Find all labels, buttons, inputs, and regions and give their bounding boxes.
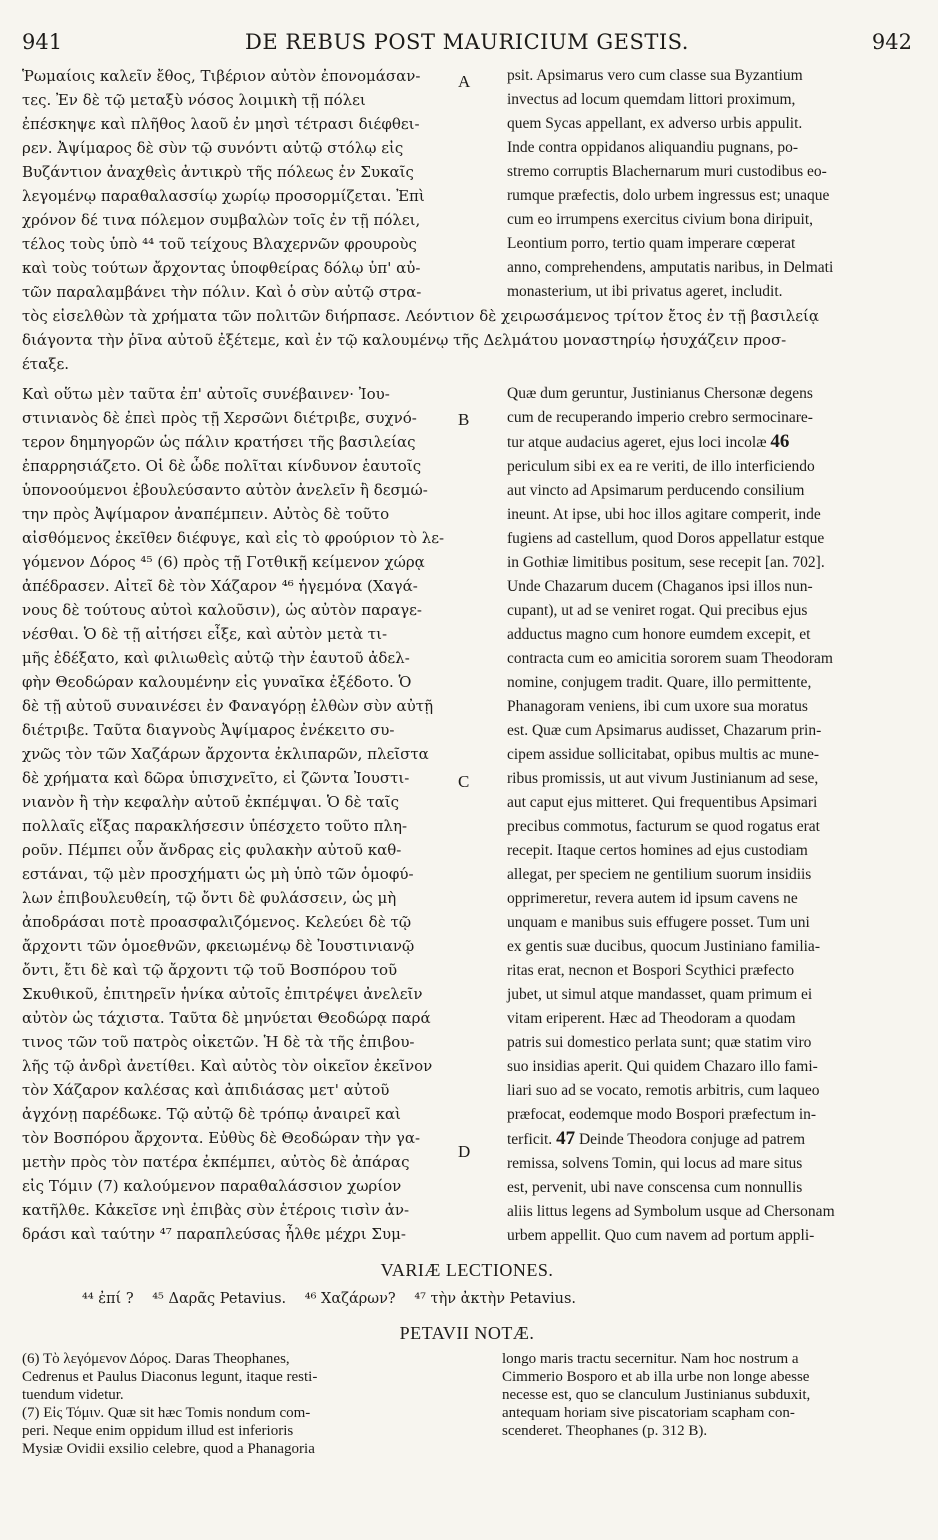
chapter-number-46: 46	[770, 431, 790, 452]
variant-47: ⁴⁷ τὴν ἀκτὴν Petavius.	[414, 1291, 577, 1307]
latin-column-2	[507, 382, 912, 1248]
page-number-left: 941	[22, 30, 63, 54]
parallel-block-1	[22, 64, 912, 304]
variant-44: ⁴⁴ ἐπί ?	[82, 1291, 134, 1307]
notae-right-column: longo maris tractu secernitur. Nam hoc nostrum a Cimmerio Bosporo et ab illa urbe non longe abesse necesse est, quo se clanculum Justinianus subduxit, antequam horiam sive piscatoriam scapham con- scenderet. Theophanes (p. 312 B).	[502, 1351, 811, 1439]
notae-heading: PETAVII NOTÆ.	[399, 1323, 535, 1343]
notae-left-column: (6) Τὸ λεγόμενον Δόρος. Daras Theophanes, Cedrenus et Paulus Diaconus legunt, itaque resti- tuendum videtur. (7) Εἰς Τόμιν. Quæ sit hæc Tomis nondum com- peri. Neque enim oppidum illud est inferioris Mysiæ Ovidii exsilio celebre, quod a Phanagoria	[22, 1351, 318, 1457]
latin-column-1: psit. Apsimarus vero cum classe sua Byzantium invectus ad locum quemdam littori proximum, quem Sycas appellant, ex adverso urbis appulit. Inde contra oppidanos aliquandiu pugnans, po- stremo corruptis Blachernarum muri custodibus eo- rumque præfectis, dolo urbem ingressus est; unaque cum eo irrumpens exercitus civium bona diripuit, Leontium porro, tertio quam imperare cœperat anno, comprehendens, amputatis naribus, in Delmati monasterium, ut ibi privatus ageret, includit.	[507, 67, 834, 300]
margin-letter-b: B	[458, 410, 470, 429]
running-header	[22, 30, 912, 64]
variant-46: ⁴⁶ Χαζάρων?	[304, 1291, 396, 1307]
variae-heading: VARIÆ LECTIONES.	[380, 1260, 554, 1280]
parallel-block-2	[22, 382, 912, 1248]
latin-text-part-2: periculum sibi ex ea re veriti, de illo interficiendo aut vincto ad Apsimarum perducendo consilium ineunt. At ipse, ubi hoc illos agitare comperit, inde fugiens ad castellum, quod Doros appellatur estque in Gothiæ limitibus positum, sese recepit [an. 702]. Unde Chazarum ducem (Chaganos ipsi illos nun- cupant), ut ad se veniret rogat. Qui precibus ejus adductus magno cum honore eumdem excepit, et contracta cum eo amicitia sororem suam Theodoram nomine, conjugem tradit. Quare, illo permittente, Phanagoram veniens, ibi cum uxore sua moratus est. Quæ cum Apsimarus audisset, Chazarum prin- cipem assidue sollicitabat, opibus multis ac mune- ribus promissis, ut aut vivum Justinianum ad sese, aut caput ejus mitteret. Qui frequentibus Apsimari precibus commotus, facturum se quod rogatus erat recepit. Itaque certos homines ad ejus custodiam allegat, per speciem ne gentilium suorum insidiis opprimeretur, revera autem id ipsum cavens ne unquam e manibus suis effugere posset. Tum uni ex gentis suæ ducibus, quocum Justiniano familia- ritas erat, necnon et Bospori Scythici præfecto jubet, ut simul atque mandasset, quam primum ei vitam eriperent. Hæc ad Theodoram a quodam patris sui domestico perlata sunt; quæ statim viro suo insidias aperit. Qui quidem Chazaro illo fami- liari suo ad se vocato, remotis arbitris, cum laqueo præfocat, eodemque modo Bospori præfectum in- terficit.	[507, 458, 833, 1148]
latin-text-part-3: Deinde Theodora conjuge ad patrem remissa, solvens Tomin, qui locus ad mare situs est, pervenit, ubi nave conscensa cum nonnullis aliis littus legens ad Symbolum usque ad Chersonam urbem appellit. Quo cum navem ad portum appli-	[507, 1131, 835, 1244]
page	[22, 30, 912, 1458]
margin-letter-d: D	[458, 1142, 471, 1161]
running-title: DE REBUS POST MAURICIUM GESTIS.	[245, 30, 689, 54]
variant-45: ⁴⁵ Δαρᾶς Petavius.	[152, 1291, 287, 1307]
greek-full-width-text: τὸς εἰσελθὼν τὰ χρήματα τῶν πολιτῶν διήρπασε. Λεόντιον δὲ χειρωσάμενος τρίτον ἔτος ἐν τῇ βασιλείᾳ διάγοντα τὴν ῥῖνα αὐτοῦ ἐξέτεμε, καὶ ἐν τῷ καλουμένῳ τῆς Δελμάτου μοναστηρίῳ ἡσυχάζειν προσ- έταξε.	[22, 307, 819, 373]
greek-column-1: Ῥωμαίοις καλεῖν ἔθος, Τιβέριον αὐτὸν ἐπονομάσαν- τες. Ἐν δὲ τῷ μεταξὺ νόσος λοιμικὴ τῇ πόλει ἐπέσκηψε καὶ πλῆθος λαοῦ ἐν μησὶ τέτρασι διέφθει- ρεν. Ἀψίμαρος δὲ σὺν τῷ συνόντι αὐτῷ στόλῳ εἰς Βυζάντιον ἀναχθεὶς ἀντικρὺ τῆς πόλεως ἐν Συκαῖς λεγομένῳ παραθαλασσίῳ χωρίῳ προσορμίζεται. Ἐπὶ χρόνον δέ τινα πόλεμον συμβαλὼν τοῖς ἐν τῇ πόλει, τέλος τοὺς ὑπὸ ⁴⁴ τοῦ τείχους Βλαχερνῶν φρουροὺς καὶ τοὺς τούτων ἄρχοντας ὑποφθείρας δόλῳ ὑπ' αὐ- τῶν παραλαμβάνει τὴν πόλιν. Καὶ ὁ σὺν αὐτῷ στρα-	[22, 67, 425, 301]
chapter-number-47: 47	[556, 1128, 576, 1149]
greek-column-2: Καὶ οὕτω μὲν ταῦτα ἐπ' αὐτοῖς συνέβαινεν· Ἰου- στινιανὸς δὲ ἐπεὶ πρὸς τῇ Χερσῶνι διέτριβε, συχνό- τερον δημηγορῶν ὡς πάλιν κρατήσει τῆς βασιλείας ἐπαρρησιάζετο. Οἱ δὲ ὧδε πολῖται κίνδυνον ἑαυτοῖς ὑπονοούμενοι ἐβουλεύσαντο αὐτὸν ἀνελεῖν ἢ δεσμώ- την πρὸς Ἀψίμαρον ἀναπέμπειν. Αὐτὸς δὲ τοῦτο αἰσθόμενος ἐκεῖθεν διέφυγε, καὶ εἰς τὸ φρούριον τὸ λε- γόμενον Δόρος ⁴⁵ (6) πρὸς τῇ Γοτθικῇ κείμενον χώρᾳ ἀπέδρασεν. Αἰτεῖ δὲ τὸν Χάζαρον ⁴⁶ ἡγεμόνα (Χαγά- νους δὲ τούτους αὐτοὶ καλοῦσιν), ὡς αὐτὸν παραγε- νέσθαι. Ὁ δὲ τῇ αἰτήσει εἶξε, καὶ αὐτὸν μετὰ τι- μῆς ἐδέξατο, καὶ φιλιωθεὶς αὐτῷ τὴν ἑαυτοῦ ἀδελ- φὴν Θεοδώραν καλουμένην εἰς γυναῖκα ἐξέδοτο. Ὁ δὲ τῇ αὐτοῦ συναινέσει ἐν Φαναγόρῃ ἐλθὼν σὺν αὐτῇ διέτριβε. Ταῦτα διαγνοὺς Ἀψίμαρος ἐνέκειτο συ- χνῶς τὸν τῶν Χαζάρων ἄρχοντα ἐκλιπαρῶν, πλεῖστα δὲ χρήματα καὶ δῶρα ὑπισχνεῖτο, εἰ ζῶντα Ἰουστι- νιανὸν ἢ τὴν κεφαλὴν αὐτοῦ ἐκπέμψαι. Ὁ δὲ ταῖς πολλαῖς εἴξας παρακλήσεσιν ὑπέσχετο τοῦτο πλη- ροῦν. Πέμπει οὖν ἄνδρας εἰς φυλακὴν αὐτοῦ καθ- εστάναι, τῷ μὲν προσχήματι ὡς μὴ ὑπὸ τῶν ὁμοφύ- λων ἐπιβουλευθείη, τῷ ὄντι δὲ φυλάσσειν, ὡς μὴ ἀποδράσαι ποτὲ προασφαλιζόμενος. Κελεύει δὲ τῷ ἄρχοντι τῶν ὁμοεθνῶν, φκειωμένῳ δὲ Ἰουστινιανῷ ὄντι, ἔτι δὲ καὶ τῷ ἄρχοντι τῷ τοῦ Βοσπόρου τοῦ Σκυθικοῦ, ἐπιτηρεῖν ἡνίκα αὐτοῖς ἐπιτρέψει ἀνελεῖν αὐτὸν ὡς τάχιστα. Ταῦτα δὲ μηνύεται Θεοδώρᾳ παρά τινος τῶν τοῦ πατρὸς οἰκετῶν. Ἡ δὲ τὰ τῆς ἐπιβου- λῆς τῷ ἀνδρὶ ἀνετίθει. Καὶ αὐτὸς τὸν οἰκεῖον ἐκεῖνον τὸν Χάζαρον καλέσας καὶ ἀπιδιάσας μετ' αὐτοῦ ἀγχόνῃ παρέδωκε. Τῷ αὐτῷ δὲ τρόπῳ ἀναιρεῖ καὶ τὸν Βοσπόρου ἄρχοντα. Εὐθὺς δὲ Θεοδώραν τὴν γα- μετὴν πρὸς τὸν πατέρα ἐκπέμπει, αὐτὸς δὲ ἀπάρας εἰς Τόμιν (7) καλούμενον παραθαλάσσιον χωρίον κατῆλθε. Κἀκεῖσε νηὶ ἐπιβὰς σὺν ἑτέροις τισὶν ἀν- δράσι καὶ ταύτην ⁴⁷ παραπλεύσας ἦλθε μέχρι Συμ-	[22, 385, 445, 1243]
page-number-right: 942	[871, 30, 912, 54]
variae-list	[22, 1287, 912, 1311]
margin-letter-c: C	[458, 772, 470, 791]
notae-block	[22, 1350, 912, 1458]
latin-text-part-1: Quæ dum geruntur, Justinianus Chersonæ degens cum de recuperando imperio crebro sermocinare- tur atque audacius ageret, ejus loci incolæ	[507, 385, 813, 451]
margin-letter-a: A	[458, 72, 471, 91]
